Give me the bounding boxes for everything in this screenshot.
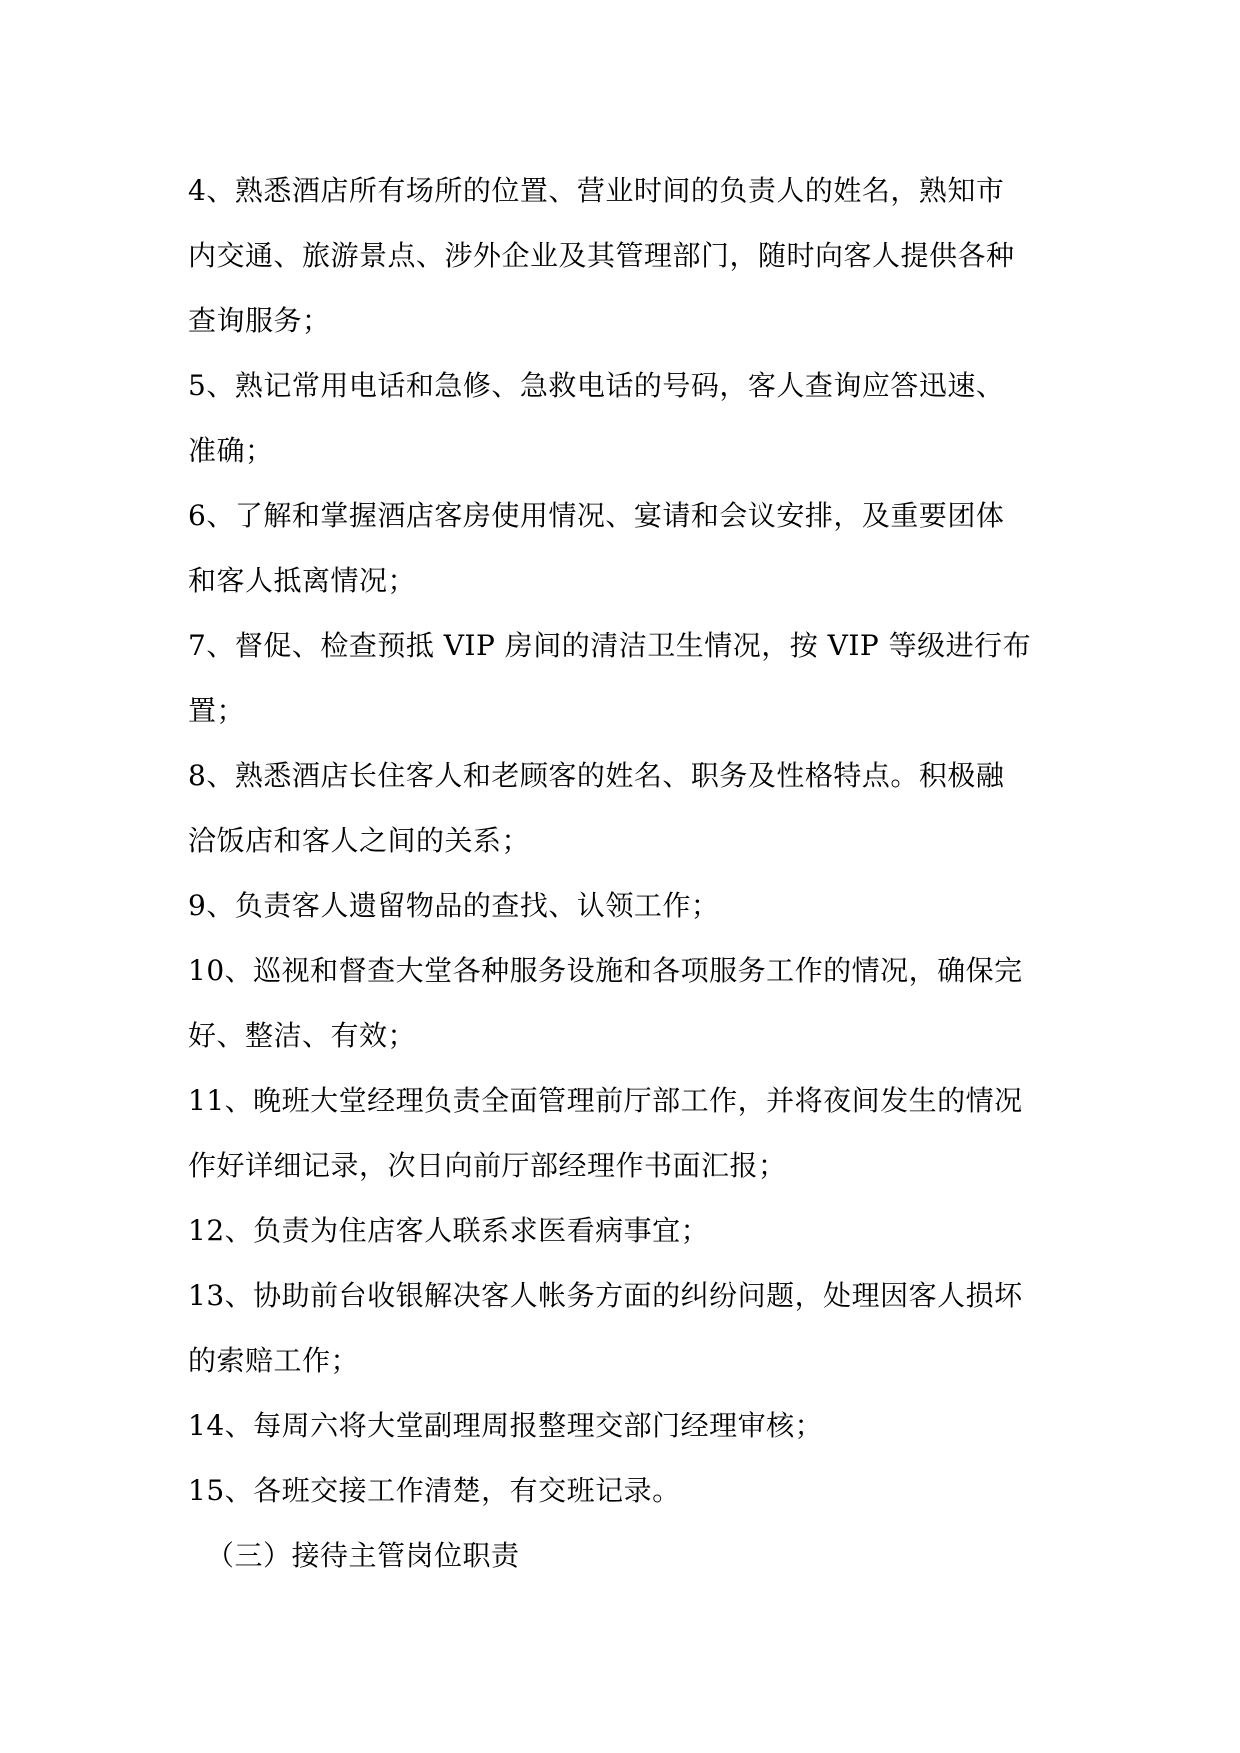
text-line: 洽饭店和客人之间的关系； bbox=[188, 824, 531, 857]
text-line: 内交通、旅游景点、涉外企业及其管理部门，随时向客人提供各种 bbox=[188, 239, 1015, 272]
text-line: 置； bbox=[188, 694, 246, 727]
text-line: 7、督促、检查预抵 VIP 房间的清洁卫生情况，按 VIP 等级进行布 bbox=[188, 629, 1032, 662]
text-line: 作好详细记录，次日向前厅部经理作书面汇报； bbox=[188, 1149, 787, 1182]
text-line: 12、负责为住店客人联系求医看病事宜； bbox=[188, 1214, 710, 1247]
section-heading: （三）接待主管岗位职责 bbox=[206, 1539, 520, 1572]
text-line: 5、熟记常用电话和急修、急救电话的号码，客人查询应答迅速、 bbox=[188, 369, 1005, 402]
text-line: 4、熟悉酒店所有场所的位置、营业时间的负责人的姓名，熟知市 bbox=[188, 174, 1005, 207]
text-line: 查询服务； bbox=[188, 304, 331, 337]
text-line: 10、巡视和督查大堂各种服务设施和各项服务工作的情况，确保完 bbox=[188, 954, 1023, 987]
document-page bbox=[188, 158, 1068, 1588]
text-line: 6、了解和掌握酒店客房使用情况、宴请和会议安排，及重要团体 bbox=[188, 499, 1005, 532]
text-line: 准确； bbox=[188, 434, 274, 467]
text-line: 的索赔工作； bbox=[188, 1344, 360, 1377]
text-line: 15、各班交接工作清楚，有交班记录。 bbox=[188, 1474, 681, 1507]
text-line: 8、熟悉酒店长住客人和老顾客的姓名、职务及性格特点。积极融 bbox=[188, 759, 1005, 792]
text-line: 13、协助前台收银解决客人帐务方面的纠纷问题，处理因客人损坏 bbox=[188, 1279, 1023, 1312]
text-line: 9、负责客人遗留物品的查找、认领工作； bbox=[188, 889, 720, 922]
text-line: 11、晚班大堂经理负责全面管理前厅部工作，并将夜间发生的情况 bbox=[188, 1084, 1023, 1117]
text-line: 14、每周六将大堂副理周报整理交部门经理审核； bbox=[188, 1409, 824, 1442]
text-line: 和客人抵离情况； bbox=[188, 564, 417, 597]
text-line: 好、整洁、有效； bbox=[188, 1019, 417, 1052]
